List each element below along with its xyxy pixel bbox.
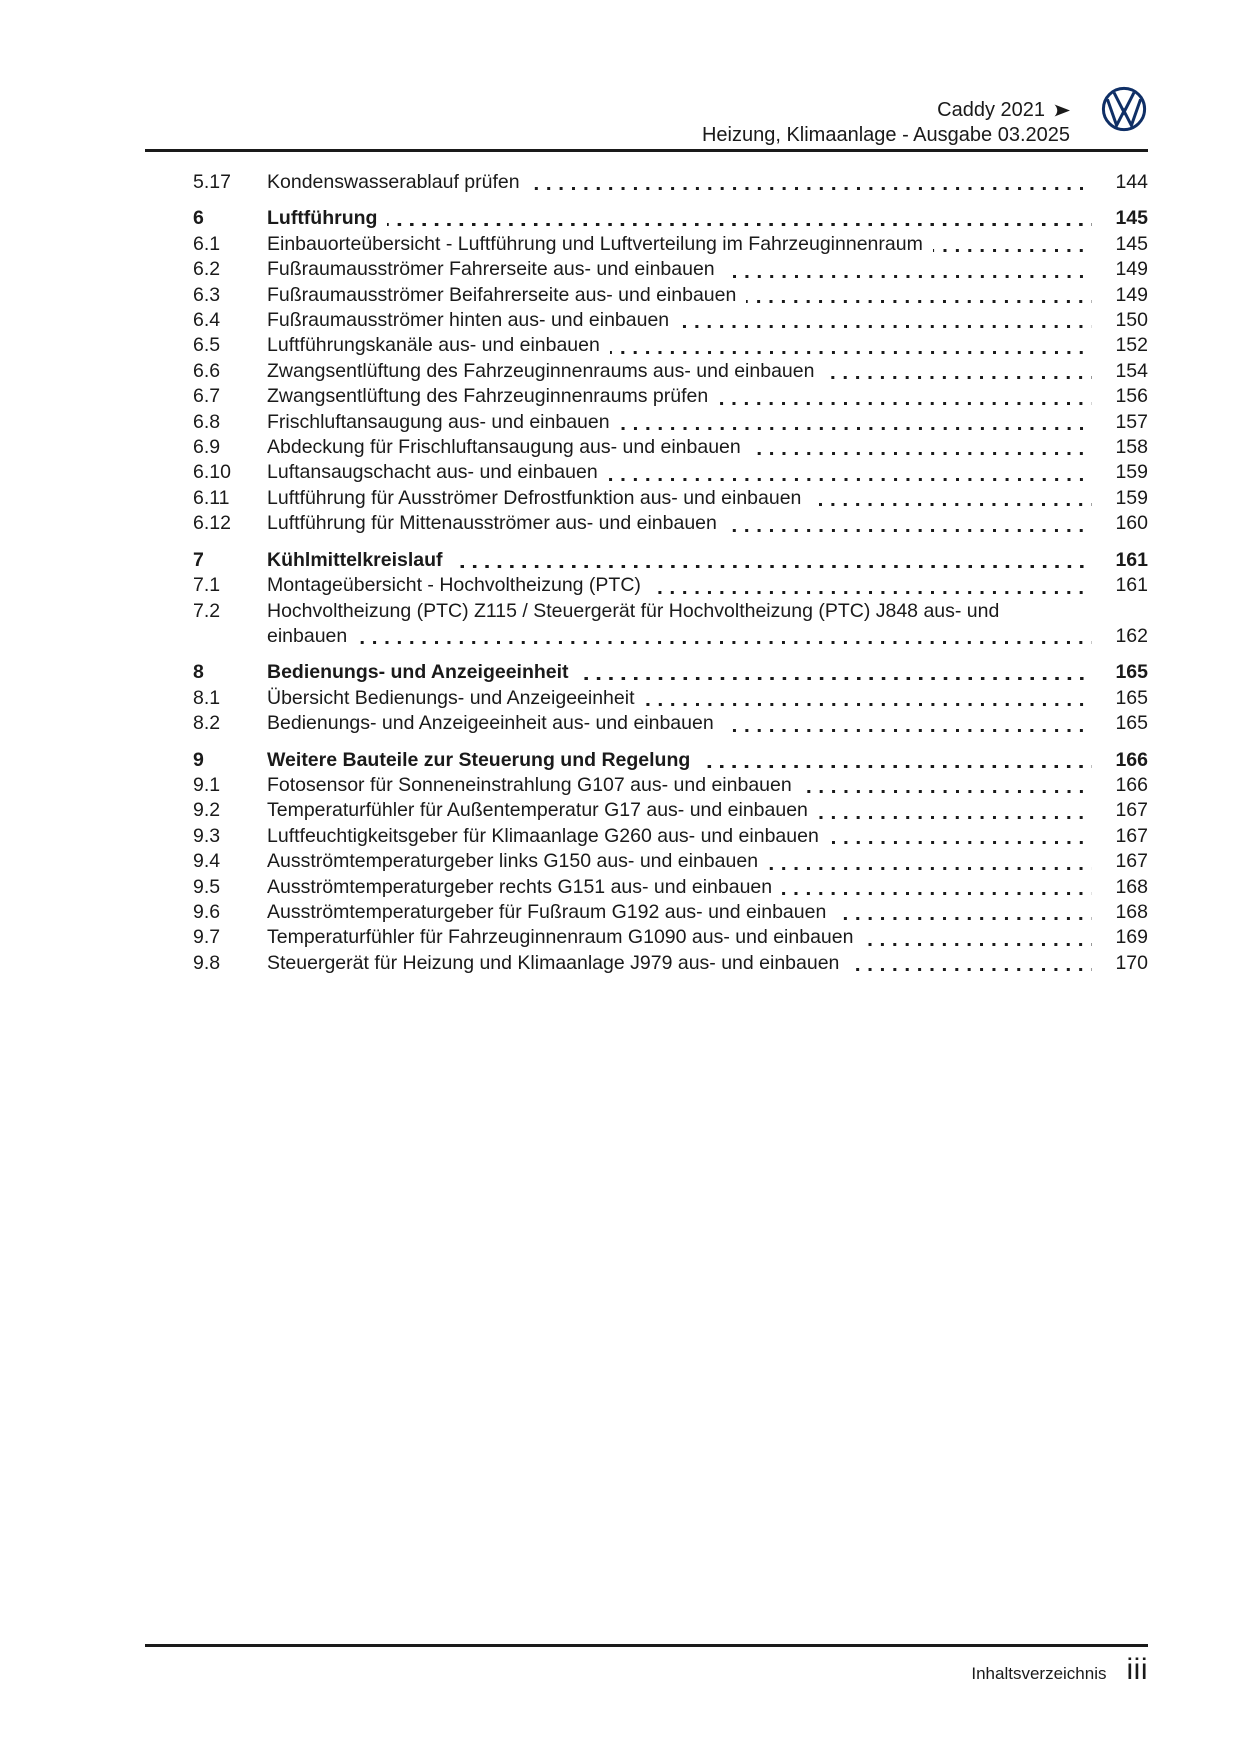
toc-dot-leader: [727, 511, 1092, 536]
toc-entry-row: [193, 686, 1148, 711]
toc-entry-row: [193, 435, 1148, 460]
toc-entry-row: [193, 849, 1148, 874]
toc-entry-number: 7.1: [193, 574, 221, 597]
toc-entry-title: Ausströmtemperaturgeber für Fußraum G192 aus- und einbauen: [267, 900, 827, 923]
toc-entry-title: Montageübersicht - Hochvoltheizung (PTC): [267, 574, 641, 597]
toc-entry-row: [193, 308, 1148, 333]
toc-dot-leader: [829, 824, 1092, 849]
toc-entry-page: 165: [1115, 661, 1148, 684]
page-footer: [145, 1644, 1148, 1685]
toc-entry-row: [193, 711, 1148, 736]
toc-dot-leader: [387, 206, 1092, 231]
toc-entry-number: 8: [193, 661, 204, 684]
toc-entry-title: Frischluftansaugung aus- und einbauen: [267, 410, 610, 433]
toc-dot-leader: [645, 686, 1092, 711]
toc-entry-page: 152: [1115, 334, 1148, 357]
toc-entry-number: 6.3: [193, 283, 221, 306]
toc-entry-row: [193, 798, 1148, 823]
toc-entry-number: 9.6: [193, 900, 221, 923]
toc-entry-row: [193, 486, 1148, 511]
toc-dot-leader: [725, 257, 1092, 282]
toc-entry-title: Kondenswasserablauf prüfen: [267, 171, 520, 193]
toc-entry-page: 145: [1115, 207, 1148, 230]
toc-entry-title: Bedienungs- und Anzeigeeinheit aus- und einbauen: [267, 712, 714, 735]
toc-entry-row: [193, 257, 1148, 282]
toc-entry-number: 6.7: [193, 385, 221, 408]
toc-dot-leader: [679, 308, 1092, 333]
toc-entry-page: 150: [1115, 309, 1148, 332]
toc-dot-leader: [802, 773, 1092, 798]
toc-entry-row: [193, 170, 1148, 195]
toc-entry-title: Übersicht Bedienungs- und Anzeigeeinheit: [267, 686, 635, 709]
toc-entry-line: [193, 599, 1148, 624]
right-arrowhead-icon: [1054, 104, 1070, 117]
toc-entry-title-continued: einbauen: [267, 624, 348, 647]
toc-dot-leader: [700, 748, 1092, 773]
toc-dot-leader: [824, 359, 1092, 384]
toc-entry-page: 166: [1115, 773, 1148, 796]
toc-entry-title: Abdeckung für Frischluftansaugung aus- und einbauen: [267, 436, 741, 459]
toc-dot-leader: [849, 951, 1092, 976]
toc-dot-leader: [610, 333, 1092, 358]
toc-entry-page: 165: [1115, 686, 1148, 709]
toc-entry-title: Luftführung für Mittenausströmer aus- und einbauen: [267, 512, 717, 535]
toc-entry-row: [193, 410, 1148, 435]
toc-dot-leader: [608, 460, 1092, 485]
toc-entry-page: 167: [1115, 824, 1148, 847]
toc-entry-title: Bedienungs- und Anzeigeeinheit: [267, 661, 569, 684]
toc-entry-title: Luftführung: [267, 207, 378, 230]
toc-entry-page: 160: [1115, 512, 1148, 535]
toc-entry-page: 161: [1115, 574, 1148, 597]
toc-dot-leader: [811, 486, 1092, 511]
toc-entry-title: Weitere Bauteile zur Steuerung und Regelung: [267, 748, 691, 771]
toc-entry-title: Steuergerät für Heizung und Klimaanlage J979 aus- und einbauen: [267, 951, 840, 974]
page-header: [145, 85, 1148, 152]
toc-entry-row: [193, 573, 1148, 598]
toc-entry-row: [193, 232, 1148, 257]
toc-entry-row: [193, 925, 1148, 950]
header-model: Caddy 2021: [937, 99, 1045, 121]
toc-entry-number: 9.3: [193, 824, 221, 847]
toc-dot-leader: [751, 435, 1092, 460]
toc-entry-page: 144: [1115, 171, 1148, 193]
toc-entry-page: 159: [1115, 461, 1148, 484]
toc-entry-number: 6.2: [193, 258, 221, 281]
toc-entry-number: 7: [193, 548, 204, 571]
toc-entry-row: [193, 599, 1148, 650]
toc-entry-number: 6.8: [193, 410, 221, 433]
toc-dot-leader: [718, 384, 1092, 409]
toc-entry-number: 6.9: [193, 436, 221, 459]
toc-entry-title: Fotosensor für Sonneneinstrahlung G107 aus- und einbauen: [267, 773, 792, 796]
footer-page-number: iii: [1126, 1653, 1148, 1686]
toc-entry-page: 166: [1115, 748, 1148, 771]
toc-dot-leader: [746, 283, 1092, 308]
toc-entry-row: [193, 283, 1148, 308]
toc-entry-row: [193, 384, 1148, 409]
toc-entry-number: 9.7: [193, 926, 221, 949]
toc-entry-title: Temperaturfühler für Außentemperatur G17 aus- und einbauen: [267, 799, 808, 822]
toc-entry-row: [193, 460, 1148, 485]
toc-entry-title: Luftfeuchtigkeitsgeber für Klimaanlage G260 aus- und einbauen: [267, 824, 819, 847]
toc-entry-page: 170: [1115, 951, 1148, 974]
toc-entry-number: 9.8: [193, 951, 221, 974]
toc-entry-page: 168: [1115, 875, 1148, 898]
toc-dot-leader: [579, 660, 1092, 685]
toc-entry-row: [193, 359, 1148, 384]
toc-entry-title: Hochvoltheizung (PTC) Z115 / Steuergerät für Hochvoltheizung (PTC) J848 aus- und: [267, 599, 1000, 622]
toc-entry-number: 9.2: [193, 799, 221, 822]
toc-entry-page: 168: [1115, 900, 1148, 923]
toc-entry-row: [193, 511, 1148, 536]
toc-entry-page: 149: [1115, 283, 1148, 306]
toc-entry-row: [193, 773, 1148, 798]
toc-entry-title: Einbauorteübersicht - Luftführung und Luftverteilung im Fahrzeuginnenraum: [267, 232, 923, 255]
toc-entry-number: 8.2: [193, 712, 221, 735]
toc-section-row: [193, 660, 1148, 685]
toc-entry-page: 162: [1115, 624, 1148, 647]
toc-entry-number: 7.2: [193, 599, 221, 622]
toc-entry-row: [193, 951, 1148, 976]
toc-entry-title: Zwangsentlüftung des Fahrzeuginnenraums prüfen: [267, 385, 709, 408]
toc-entry-row: [193, 900, 1148, 925]
toc-entry-number: 6.10: [193, 461, 231, 484]
table-of-contents: [193, 170, 1148, 976]
toc-dot-leader: [818, 798, 1092, 823]
toc-entry-number: 6: [193, 207, 204, 230]
toc-dot-leader: [863, 925, 1092, 950]
toc-entry-line: [193, 624, 1148, 649]
toc-entry-number: 6.1: [193, 232, 221, 255]
toc-entry-number: 8.1: [193, 686, 221, 709]
toc-entry-number: 6.4: [193, 309, 221, 332]
toc-dot-leader: [620, 410, 1092, 435]
toc-entry-title: Ausströmtemperaturgeber links G150 aus- und einbauen: [267, 850, 759, 873]
toc-entry-number: 5.17: [193, 171, 231, 193]
toc-entry-row: [193, 333, 1148, 358]
toc-dot-leader: [651, 573, 1092, 598]
toc-entry-number: 9.4: [193, 850, 221, 873]
toc-entry-page: 158: [1115, 436, 1148, 459]
toc-dot-leader: [768, 849, 1092, 874]
toc-section-row: [193, 206, 1148, 231]
toc-entry-title: Ausströmtemperaturgeber rechts G151 aus- und einbauen: [267, 875, 773, 898]
toc-dot-leader: [530, 170, 1092, 195]
toc-section-row: [193, 748, 1148, 773]
toc-entry-number: 6.12: [193, 512, 231, 535]
toc-entry-page: 169: [1115, 926, 1148, 949]
toc-section-row: [193, 548, 1148, 573]
header-subtitle: Heizung, Klimaanlage - Ausgabe 03.2025: [701, 123, 1070, 146]
toc-entry-title: Fußraumausströmer Fahrerseite aus- und einbauen: [267, 258, 715, 281]
toc-entry-number: 6.6: [193, 359, 221, 382]
toc-entry-number: 9.1: [193, 773, 221, 796]
toc-dot-leader: [933, 232, 1092, 257]
toc-entry-title: Luftansaugschacht aus- und einbauen: [267, 461, 598, 484]
toc-dot-leader: [357, 624, 1092, 649]
toc-entry-title: Fußraumausströmer Beifahrerseite aus- und einbauen: [267, 283, 737, 306]
toc-entry-page: 156: [1115, 385, 1148, 408]
toc-entry-number: 6.11: [193, 486, 230, 509]
toc-entry-title: Luftführung für Ausströmer Defrostfunktion aus- und einbauen: [267, 486, 802, 509]
toc-dot-leader: [453, 548, 1092, 573]
toc-dot-leader: [724, 711, 1092, 736]
toc-entry-page: 157: [1115, 410, 1148, 433]
toc-entry-number: 9: [193, 748, 204, 771]
toc-dot-leader: [836, 900, 1092, 925]
vw-logo-icon: [1100, 85, 1148, 133]
header-text: [702, 98, 1070, 147]
toc-dot-leader: [782, 875, 1092, 900]
toc-entry-page: 154: [1115, 359, 1148, 382]
toc-entry-page: 149: [1115, 258, 1148, 281]
toc-entry-title: Luftführungskanäle aus- und einbauen: [267, 334, 600, 357]
toc-entry-title: Zwangsentlüftung des Fahrzeuginnenraums aus- und einbauen: [267, 359, 815, 382]
toc-entry-title: Temperaturfühler für Fahrzeuginnenraum G1090 aus- und einbauen: [267, 926, 854, 949]
toc-entry-page: 167: [1115, 799, 1148, 822]
header-model-line: [702, 98, 1070, 123]
toc-entry-page: 167: [1115, 850, 1148, 873]
footer-label: Inhaltsverzeichnis: [971, 1664, 1107, 1683]
toc-entry-page: 145: [1115, 232, 1148, 255]
toc-entry-number: 6.5: [193, 334, 221, 357]
toc-entry-title: Kühlmittelkreislauf: [267, 548, 443, 571]
toc-entry-row: [193, 824, 1148, 849]
toc-entry-title: Fußraumausströmer hinten aus- und einbauen: [267, 309, 670, 332]
toc-entry-page: 165: [1115, 712, 1148, 735]
toc-entry-row: [193, 875, 1148, 900]
toc-entry-number: 9.5: [193, 875, 221, 898]
toc-entry-page: 161: [1115, 548, 1148, 571]
toc-entry-page: 159: [1115, 486, 1148, 509]
